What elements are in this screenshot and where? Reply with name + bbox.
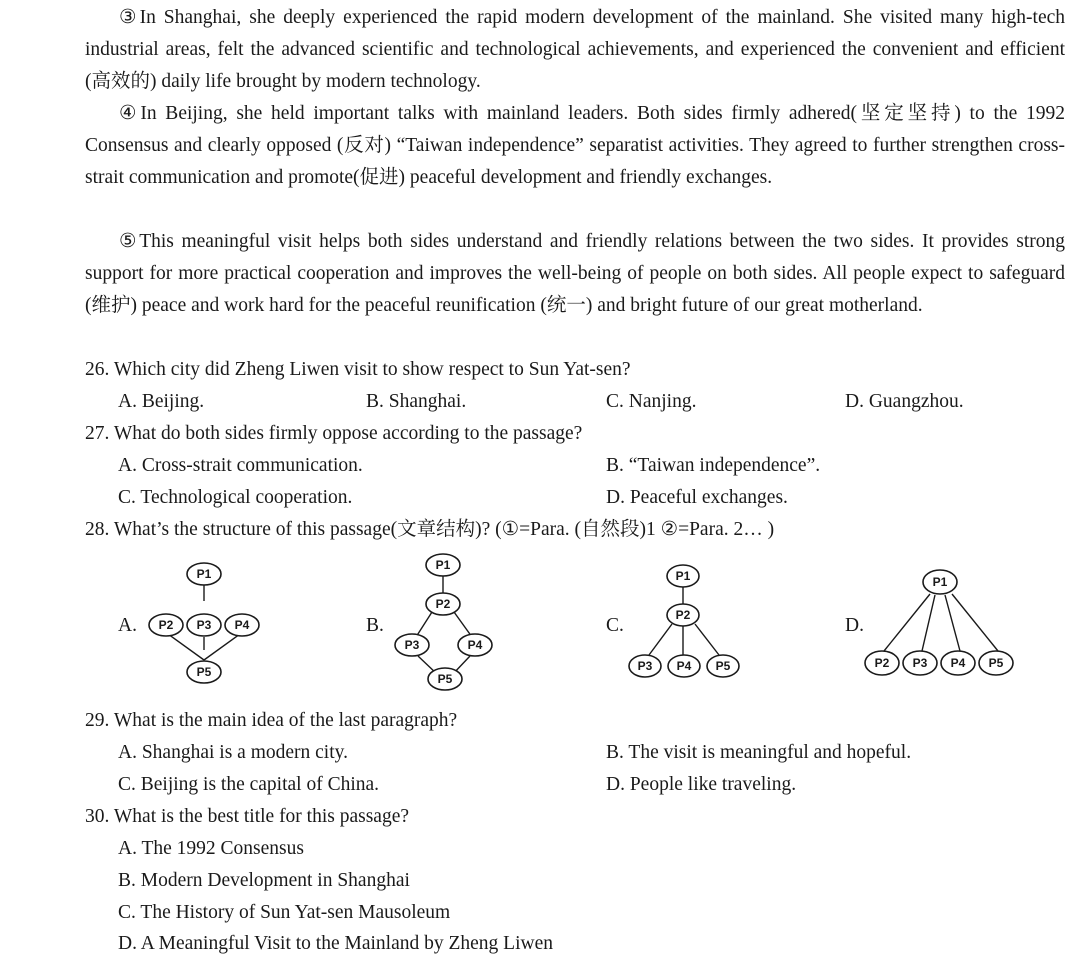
question-30-option-b: B. Modern Development in Shanghai [118,870,410,891]
diagram-c-node-p2 [667,604,699,626]
svg-text:P3: P3 [404,638,420,652]
structure-diagram-b [390,550,500,695]
structure-diagram-d [862,563,1022,683]
question-26-option-a: A. Beijing. [118,391,205,412]
question-27-option-c: C. Technological cooperation. [118,487,353,508]
diagram-c-node-p1 [667,565,699,587]
svg-text:P2: P2 [675,608,691,622]
question-28-option-c-label: C. [606,615,624,636]
diagram-b-node-p3 [395,634,429,656]
svg-text:P1: P1 [196,567,212,581]
question-26-option-b: B. Shanghai. [366,391,467,412]
question-30-option-d: D. A Meaningful Visit to the Mainland by Zheng Liwen [118,933,553,954]
diagram-c-node-p4 [668,655,700,677]
diagram-a-node-p4 [225,614,259,636]
diagram-b-node-p5 [428,668,462,690]
paragraph-3: ③In Shanghai, she deeply experienced the rapid modern development of the mainland. She visited many high-tech industrial areas, felt the advanced scientific and technological achievements, and experienced the convenient and efficient (高效的) daily life brought by modern technology. [85,7,1065,92]
question-30-stem: 30. What is the best title for this passage? [85,806,410,827]
diagram-d-node-p4 [941,651,975,675]
question-26-option-d: D. Guangzhou. [845,391,964,412]
svg-text:P5: P5 [437,672,453,686]
diagram-a-node-p1 [187,563,221,585]
question-27-option-d: D. Peaceful exchanges. [606,487,788,508]
diagram-a-node-p2 [149,614,183,636]
svg-text:P2: P2 [874,656,890,670]
svg-text:P4: P4 [234,618,250,632]
svg-text:P5: P5 [988,656,1004,670]
diagram-d-node-p3 [903,651,937,675]
diagram-a-node-p3 [187,614,221,636]
svg-text:P3: P3 [637,659,653,673]
question-30-option-a: A. The 1992 Consensus [118,838,304,859]
svg-text:P1: P1 [435,558,451,572]
question-28-option-a-label: A. [118,615,137,636]
question-28-option-b-label: B. [366,615,384,636]
diagram-a-node-p5 [187,661,221,683]
svg-text:P1: P1 [675,569,691,583]
paragraph-4: ④In Beijing, she held important talks with mainland leaders. Both sides firmly adhered(坚定坚持) to the 1992 Consensus and clearly opposed (反对) “Taiwan independence” separatist activities. They agreed to further strengthen cross-strait communication and promote(促进) peaceful development and friendly exchanges. [85,103,1065,188]
question-28-option-d-label: D. [845,615,864,636]
diagram-b-node-p2 [426,593,460,615]
svg-text:P1: P1 [932,575,948,589]
question-29-option-b: B. The visit is meaningful and hopeful. [606,742,912,763]
question-27-option-a: A. Cross-strait communication. [118,455,363,476]
question-29-option-a: A. Shanghai is a modern city. [118,742,348,763]
diagram-c-node-p5 [707,655,739,677]
question-27-option-b: B. “Taiwan independence”. [606,455,821,476]
diagram-d-node-p2 [865,651,899,675]
structure-diagram-a [140,555,270,690]
diagram-b-node-p4 [458,634,492,656]
paragraph-5: ⑤This meaningful visit helps both sides understand and friendly relations between the two sides. It provides strong support for more practical cooperation and improves the well-being of people on both sides. All people expect to safeguard (维护) peace and work hard for the peaceful reunification (统一) and bright future of our great motherland. [85,231,1065,316]
question-28-stem: 28. What’s the structure of this passage(文章结构)? (①=Para. (自然段)1 ②=Para. 2… ) [85,519,775,540]
question-26-stem: 26. Which city did Zheng Liwen visit to show respect to Sun Yat-sen? [85,359,631,380]
svg-text:P4: P4 [467,638,483,652]
question-29-option-d: D. People like traveling. [606,774,797,795]
diagram-b-node-p1 [426,554,460,576]
svg-text:P4: P4 [676,659,692,673]
question-29-stem: 29. What is the main idea of the last paragraph? [85,710,458,731]
svg-text:P5: P5 [196,665,212,679]
question-30-option-c: C. The History of Sun Yat-sen Mausoleum [118,902,451,923]
question-27-stem: 27. What do both sides firmly oppose according to the passage? [85,423,583,444]
question-29-option-c: C. Beijing is the capital of China. [118,774,380,795]
svg-text:P3: P3 [196,618,212,632]
diagram-d-node-p5 [979,651,1013,675]
svg-text:P2: P2 [435,597,451,611]
svg-text:P4: P4 [950,656,966,670]
diagram-d-node-p1 [923,570,957,594]
svg-text:P3: P3 [912,656,928,670]
svg-text:P2: P2 [158,618,174,632]
svg-text:P5: P5 [715,659,731,673]
diagram-c-node-p3 [629,655,661,677]
structure-diagram-c [625,558,745,683]
question-26-option-c: C. Nanjing. [606,391,697,412]
